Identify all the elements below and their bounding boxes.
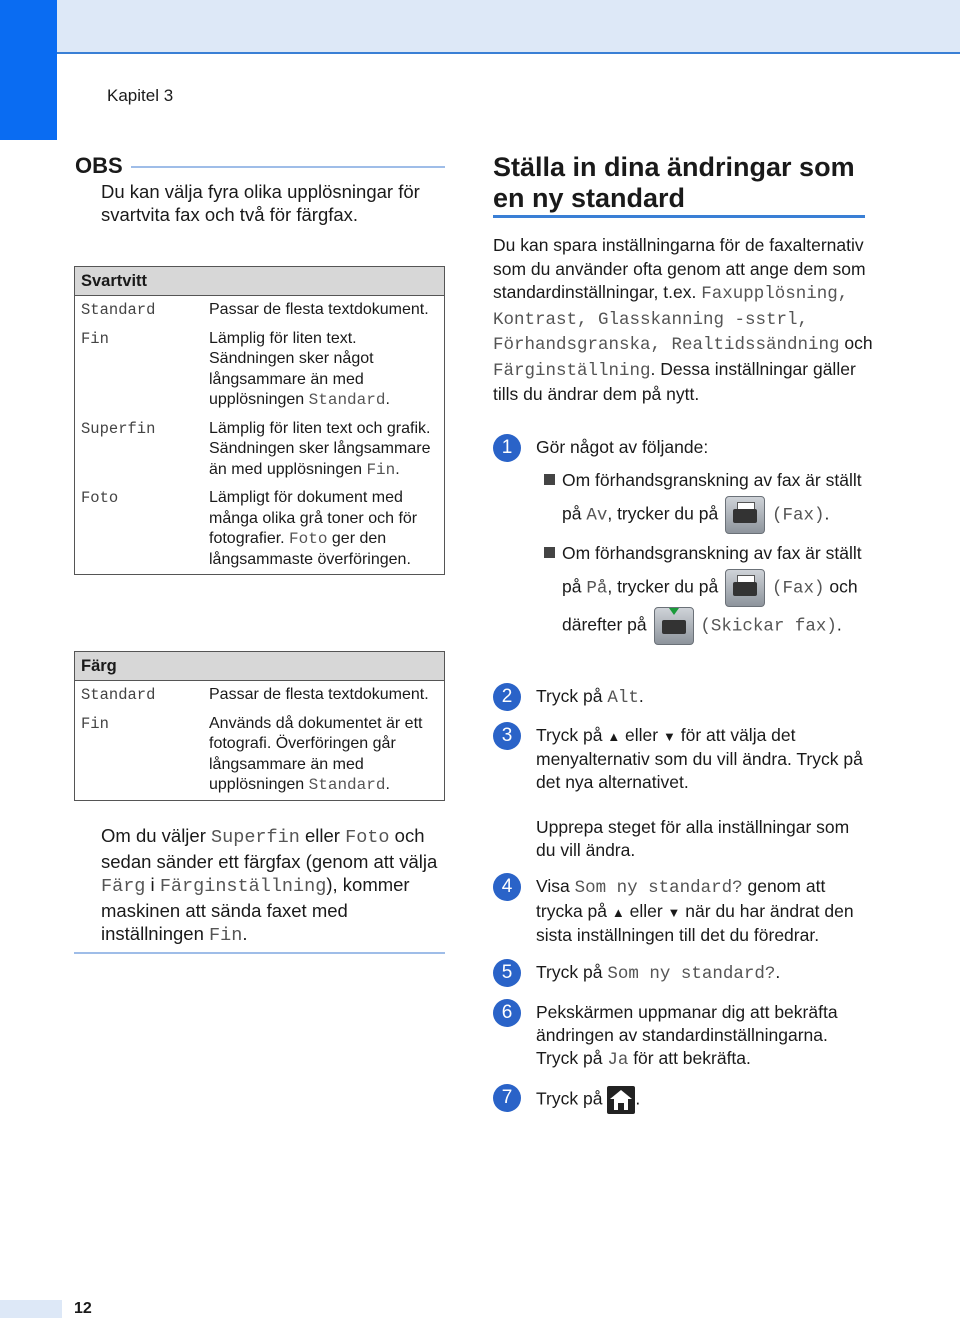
step-number: 4 <box>493 873 521 901</box>
page-number: 12 <box>74 1300 92 1317</box>
table-desc: Passar de flesta textdokument. <box>209 686 429 703</box>
color-table-title: Färg <box>75 652 445 681</box>
bullet-square <box>544 474 555 485</box>
send-fax-button-icon[interactable] <box>654 607 694 645</box>
page-number-band <box>0 1300 62 1318</box>
bullet-text: Om förhandsgranskning av fax är ställt på Av, trycker du på (Fax). <box>562 464 874 534</box>
section-title: Ställa in dina ändringar som en ny standard <box>493 152 855 213</box>
table-key: Standard <box>81 301 156 319</box>
step-number: 6 <box>493 999 521 1027</box>
table-row <box>75 296 445 325</box>
section-rule <box>493 215 865 218</box>
obs-heading <box>75 153 445 183</box>
obs-title: OBS <box>75 153 123 178</box>
table-key: Fin <box>81 714 109 733</box>
step-text: Gör något av följande: <box>536 437 709 457</box>
obs-end-rule <box>74 952 445 954</box>
step-text: Tryck på ▲ eller ▼ för att välja det menyalternativ som du vill ändra. Tryck på det nya alternativet. <box>536 725 863 792</box>
step-text: Visa Som ny standard? genom att trycka på ▲ eller ▼ när du har ändrat den sista inställningen till det du föredrar. <box>536 876 854 945</box>
chapter-tab <box>0 0 57 140</box>
down-arrow-icon: ▼ <box>667 905 681 920</box>
fax-button-icon[interactable] <box>725 569 765 607</box>
table-desc: Lämplig för liten text och grafik. Sändningen sker långsammare än med upplösningen Fin. <box>209 419 431 479</box>
step-text: Tryck på Som ny standard?. <box>536 962 781 984</box>
bw-resolution-table <box>74 266 445 575</box>
step-text: Tryck på . <box>536 1086 871 1114</box>
color-note: Om du väljer Superfin eller Foto och sedan sänder ett färgfax (genom att välja Färg i Färginställning), kommer maskinen att sända faxet med inställningen Fin. <box>101 825 438 946</box>
step-repeat-text: Upprepa steget för alla inställningar som du vill ändra. <box>536 817 850 860</box>
table-row <box>75 710 445 801</box>
section-intro: Du kan spara inställningarna för de faxalternativ som du använder ofta genom att ange dem som standardinställningar, t.ex. Faxupplösning, Kontrast, Glasskanning -sstrl, Förhandsgranska, Realtidssändning och Färginställning. Dessa inställningar gäller tills du ändrar dem på nytt. <box>493 235 873 404</box>
table-key: Superfin <box>81 419 156 438</box>
step-number: 1 <box>493 434 521 462</box>
table-row <box>75 681 445 710</box>
step-text: Tryck på Alt. <box>536 686 644 708</box>
step-number: 7 <box>493 1084 521 1112</box>
header-band <box>0 0 960 53</box>
table-row <box>75 415 445 485</box>
table-row <box>75 484 445 575</box>
table-key: Standard <box>81 686 156 704</box>
down-arrow-icon: ▼ <box>662 729 676 744</box>
table-desc: Lämpligt för dokument med många olika grå toner och för fotografier. Foto ger den långsammaste överföringen. <box>209 489 418 568</box>
fax-button-icon[interactable] <box>725 496 765 534</box>
table-desc: Används då dokumentet är ett fotografi. Överföringen går långsammare än med upplösningen Standard. <box>209 714 423 794</box>
up-arrow-icon: ▲ <box>607 729 621 744</box>
table-key: Fin <box>81 329 109 348</box>
bw-table-title: Svartvitt <box>75 267 445 296</box>
bullet-text: Om förhandsgranskning av fax är ställt på På, trycker du på (Fax) och därefter på (Skickar fax). <box>562 537 874 645</box>
obs-rule <box>131 166 445 168</box>
table-desc: Lämplig för liten text. Sändningen sker något långsammare än med upplösningen Standard. <box>209 329 390 409</box>
header-rule <box>57 52 960 54</box>
step-number: 5 <box>493 959 521 987</box>
table-row <box>75 325 445 415</box>
chapter-label: Kapitel 3 <box>107 86 174 105</box>
color-resolution-table <box>74 651 445 801</box>
step-number: 2 <box>493 683 521 711</box>
up-arrow-icon: ▲ <box>611 905 625 920</box>
step-number: 3 <box>493 722 521 750</box>
home-icon[interactable] <box>607 1086 635 1114</box>
bullet-square <box>544 547 555 558</box>
step-text: Pekskärmen uppmanar dig att bekräfta ändringen av standardinställningarna. Tryck på Ja för att bekräfta. <box>536 1002 838 1070</box>
obs-text: Du kan välja fyra olika upplösningar för svartvita fax och två för färgfax. <box>101 181 420 225</box>
table-desc: Passar de flesta textdokument. <box>209 301 429 318</box>
table-key: Foto <box>81 489 119 507</box>
